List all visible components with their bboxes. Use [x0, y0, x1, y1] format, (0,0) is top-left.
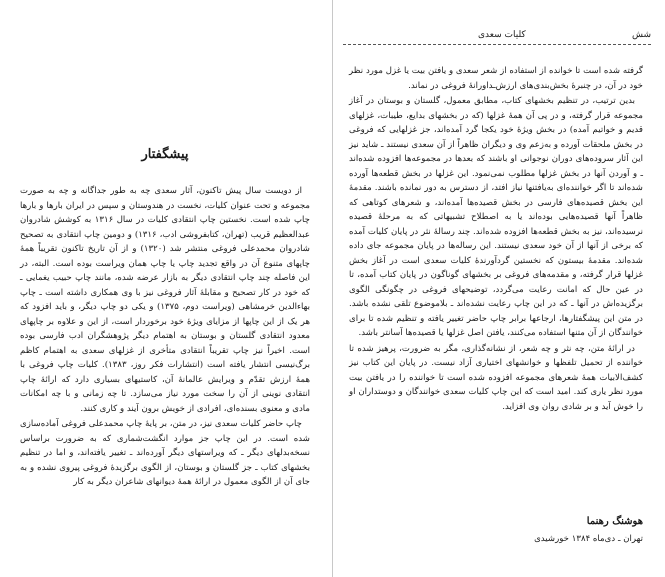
page-number: شش — [631, 30, 651, 40]
paragraph: گرفته شده است تا خوانده از استفاده از شعر سعدی و یافتن بیت یا غزل مورد نظر خود در آن، در چنبرهٔ بخش‌بندی‌های ارزش‌ـداورانهٔ فروغی در نماند. — [349, 66, 643, 91]
dateline: تهران ـ دی‌ماه ۱۳۸۴ خورشیدی — [534, 534, 643, 544]
right-page — [333, 0, 665, 577]
author-signature: هوشنگ رهنما — [586, 516, 643, 527]
left-page — [0, 0, 332, 577]
right-page-body — [349, 64, 643, 415]
paragraph: در ارائهٔ متن، چه نثر و چه شعر، از نشانه‌گذاری، مگر به ضرورت، پرهیز شده تا خواننده از تحمیل تلفظها و خوانشهای اختیاری آزاد نیست. در پایان این کتاب نیز کشف‌الابیات همهٔ شعرهای مجموعه افزوده شده است تا خواننده را در یافتن بیت مورد نظر یاری کند. امید است که این چاپ کلیات سعدی خوانندگان و دوستداران او را خوش آید و بر شادی روان وی افزاید. — [349, 343, 643, 412]
paragraph: چاپ حاضر کلیات سعدی نیز، در متن، بر پایهٔ چاپ محمدعلی فروغی آماده‌سازی شده است. در این چاپ جز موارد انگشت‌شماری که به ضرورت براساس نسخه‌بدلهای دیگر ـ که ویراستهای دیگر آورده‌اند ـ تغییر یافته‌اند، و اما در تنظیم بخشهای کتاب ـ جز گلستان و بوستان، از الگوی برگزیدهٔ فروغی پیروی نشده و به جای آن از الگوی معمول در ارائهٔ همهٔ دیوانهای شاعران دیگر به کار — [20, 419, 310, 487]
header-rule — [343, 44, 651, 45]
paragraph: بدین ترتیب، در تنظیم بخشهای کتاب، مطابق معمول، گلستان و بوستان در آغاز مجموعه قرار گرفته، و در پی آن همهٔ غزلها (که در بخشهای بدایع، طیبات، غزلهای قدیم و خواتیم آمده) در بخش ویژهٔ خود یکجا گرد آمده‌اند، جز غزلهایی که فروغی در بخش ملحقات آورده و به‌زعم وی و دیگران ظاهراً از آن سعدی نیستند ـ شاید نیز این آثار سروده‌های دوران نوجوانی او باشند که بعدها در مجموعه‌ها افزوده شده‌اند ـ و آوردن آنها در بخش غزلها مطلوب نمی‌نمود. این غزلها در بخش قطعه‌ها آورده شده‌اند تا اگر خواننده‌ای به‌یافتنها نیاز افتد، از دسترس به دور نمانده باشند. مقدمهٔ این بخش قصیده‌های فارسی در بخش قصیده‌ها آمده‌اند، و شعرهای کوتاهی که ظاهراً آنها قصیده‌هایی بوده‌اند یا به اصطلاح تشبیهاتی که به مرحلهٔ قصیده نرسیده‌اند، نیز به بخش قطعه‌ها افزوده شده‌اند. چند رسالهٔ نثر در پایان کلیات آمده که برخی از آنها از آن خود سعدی نیستند. این رساله‌ها در پایان مجموعه جای داده شده‌اند. مقدمهٔ بیستون که نخستین گردآورندهٔ کلیات سعدی است در آغاز بخش غزلها قرار گرفته، و مقدمه‌های فروغی بر بخشهای گوناگون در پایان کتاب آمده، تا در عین حال که امانت رعایت می‌گردد، توضیحهای فروغی در چگونگی الگوی برگزیده‌اش در آنها ـ که در این چاپ رعایت نشده‌اند ـ بلاموضوع تلقی نشده باشد. در متن این پیشگفتارها، ارجاعها برابر چاپ حاضر تغییر یافته و تنظیم شده تا برای خوانندگان از آن متنها استفاده می‌کنند، یافتن اصل غزلها یا قصیده‌ها آسانتر باشد. — [349, 96, 643, 338]
paragraph: از دویست سال پیش تاکنون، آثار سعدی چه به طور جداگانه و چه به صورت مجموعه و تحت عنوان کلیات، نخست در هندوستان و سپس در ایران بارها و بارها چاپ شده است. نخستین چاپ انتقادی کلیات در سال ۱۳۱۶ به کوشش شادروان عبدالعظیم قریب (تهران، کتابفروشی ادب، ۱۳۱۶) و دومین چاپ انتقادی به تصحیح شادروان محمدعلی فروغی منتشر شد (۱۳۲۰) و از آن تاریخ تاکنون تقریباً همهٔ چاپهای متنوع آن در واقع تجدید چاپ یا چاپ همان ویراست بوده است. البته، در این فاصله چند چاپ انتقادی دیگر به بازار عرضه شده، مانند چاپ حبیب یغمایی ـ که خود در کار تصحیح و مقابلهٔ آثار فروغی نیز با وی همکاری داشته است ـ چاپ بهاءالدین خرمشاهی (ویراست دوم، ۱۳۷۵) و یکی دو چاپ دیگر، و باید افزود که هر یک از این چاپها از مزایای ویژهٔ خود برخوردار است، از این و علاوه بر چاپهای معدود انتقادی گلستان و بوستان به اهتمام دیگر پژوهشگران ادب فارسی بوده است. اخیراً نیز چاپ تقریباً انتقادی متأخری از غزلهای سعدی به اهتمام کاظم برگ‌نیسی انتشار یافته است (انتشارات فکر روز، ۱۳۸۳). کلیات چاپ فروغی با همهٔ ارزش تقدّم و ویرایش عالمانهٔ آن، کاستیهای بسیاری دارد که ارائهٔ چاپ انتقادی نوینی از آن را سخت مورد نیاز می‌سازد. تا چه زمانی و با چه امکانات مادی و معنوی بسنده‌ای، افرادی از خویش برون آیند و کاری کنند. — [20, 186, 310, 414]
running-header — [343, 30, 651, 44]
left-page-body — [20, 184, 310, 491]
preface-heading: پیشگفتار — [141, 147, 189, 162]
running-header-title: کلیات سعدی — [478, 30, 526, 40]
